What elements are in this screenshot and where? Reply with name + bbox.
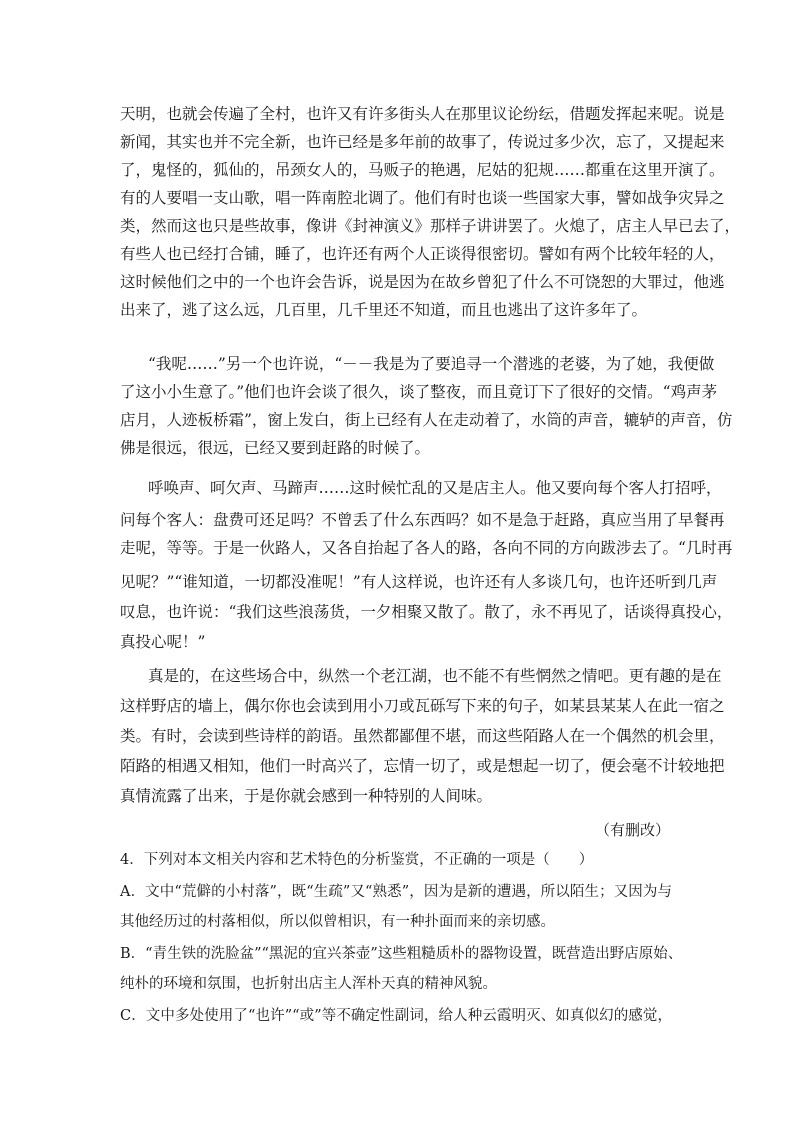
- text-line: 其他经历过的村落相似，所以似曾相识，有一种扑面而来的亲切感。: [120, 914, 555, 930]
- text-line: 类，然而这也只是些故事，像讲《封神演义》那样子讲讲罢了。火熄了，店主人早已去了，: [120, 217, 741, 235]
- text-line: 天明，也就会传遍了全村，也许又有许多街头人在那里议论纷纭，借题发挥起来呢。说是: [120, 105, 725, 123]
- text-line: 真投心呢！”: [120, 633, 206, 651]
- text-line: 问每个客人：盘费可还足吗？不曾丢了什么东西吗？如不是急于赶路，真应当用了早餐再: [120, 511, 725, 529]
- text-line: 有些人也已经打合铺，睡了，也许还有两个人正谈得很密切。譬如有两个比较年轻的人，: [120, 245, 725, 263]
- text-line: “我呢……”另一个也许说，“－－我是为了要追寻一个潜逃的老婆，为了她，我便做: [148, 355, 715, 373]
- text-line: 出来了，逃了这么远，几百里，几千里还不知道，而且也逃出了这许多年了。: [120, 301, 648, 319]
- text-line: C．文中多处使用了“也许”“或”等不确定性副词，给人种云霞明灭、如真似幻的感觉，: [120, 1008, 672, 1024]
- question-stem: 4．下列对本文相关内容和艺术特色的分析鉴赏，不正确的一项是（ ）: [120, 852, 594, 868]
- text-line: 叹息，也许说：“我们这些浪荡货，一夕相聚又散了。散了，永不再见了，话谈得真投心，: [120, 603, 733, 621]
- text-line: 店月，人迹板桥霜”，窗上发白，街上已经有人在走动着了，水筒的声音，辘轳的声音，仿: [120, 411, 733, 429]
- text-line: B．“青生铁的洗脸盆”“黑泥的宜兴茶壶”这些粗糙质朴的器物设置，既营造出野店原始、: [120, 946, 683, 962]
- text-line: 真情流露了出来，于是你就会感到一种特别的人间味。: [120, 787, 493, 805]
- text-line: 了这小小生意了。”他们也许会谈了很久，谈了整夜，而且竟订下了很好的交情。“鸡声茅: [120, 383, 718, 401]
- text-line: 了，鬼怪的，狐仙的，吊颈女人的，马贩子的艳遇，尼姑的犯规……都重在这里开演了。: [120, 161, 725, 179]
- text-line: 走呢，等等。于是一伙路人，又各自抬起了各人的路，各向不同的方向跋涉去了。“几时再: [120, 539, 733, 557]
- text-line: 有的人要唱一支山歌，唱一阵南腔北调了。他们有时也谈一些国家大事，譬如战争灾异之: [120, 189, 725, 207]
- text-line: 新闻，其实也并不完全新，也许已经是多年前的故事了，传说过多少次，忘了，又提起来: [120, 133, 725, 151]
- text-line: 见呢？”“谁知道，一切都没准呢！”有人这样说，也许还有人多谈几句，也许还听到几声: [120, 573, 718, 591]
- text-line: 真是的，在这些场合中，纵然一个老江湖，也不能不有些惘然之情吧。更有趣的是在: [148, 667, 722, 685]
- text-line: 这样野店的墙上，偶尔你也会读到用小刀或瓦砾写下来的句子，如某县某某人在此一宿之: [120, 697, 725, 715]
- text-line: 佛是很远，很远，已经又要到赶路的时候了。: [120, 439, 431, 457]
- text-line: 类。有时，会读到些诗样的韵语。虽然都鄙俚不堪，而这些陌路人在一个偶然的机会里，: [120, 727, 725, 745]
- text-line: 这时候他们之中的一个也许会告诉，说是因为在故乡曾犯了什么不可饶恕的大罪过，他逃: [120, 273, 725, 291]
- text-line: A．文中“荒僻的小村落”，既“生疏”又“熟悉”，因为是新的遭遇，所以陌生；又因为与: [120, 884, 672, 900]
- text-line: 呼唤声、呵欠声、马蹄声……这时候忙乱的又是店主人。他又要向每个客人打招呼，: [148, 479, 722, 497]
- text-line: 纯朴的环境和氛围，也折射出店主人浑朴天真的精神风貌。: [120, 976, 497, 992]
- source-note: （有删改）: [594, 821, 670, 839]
- text-line: 陌路的相遇又相知，他们一时高兴了，忘情一切了，或是想起一切了，便会毫不计较地把: [120, 757, 725, 775]
